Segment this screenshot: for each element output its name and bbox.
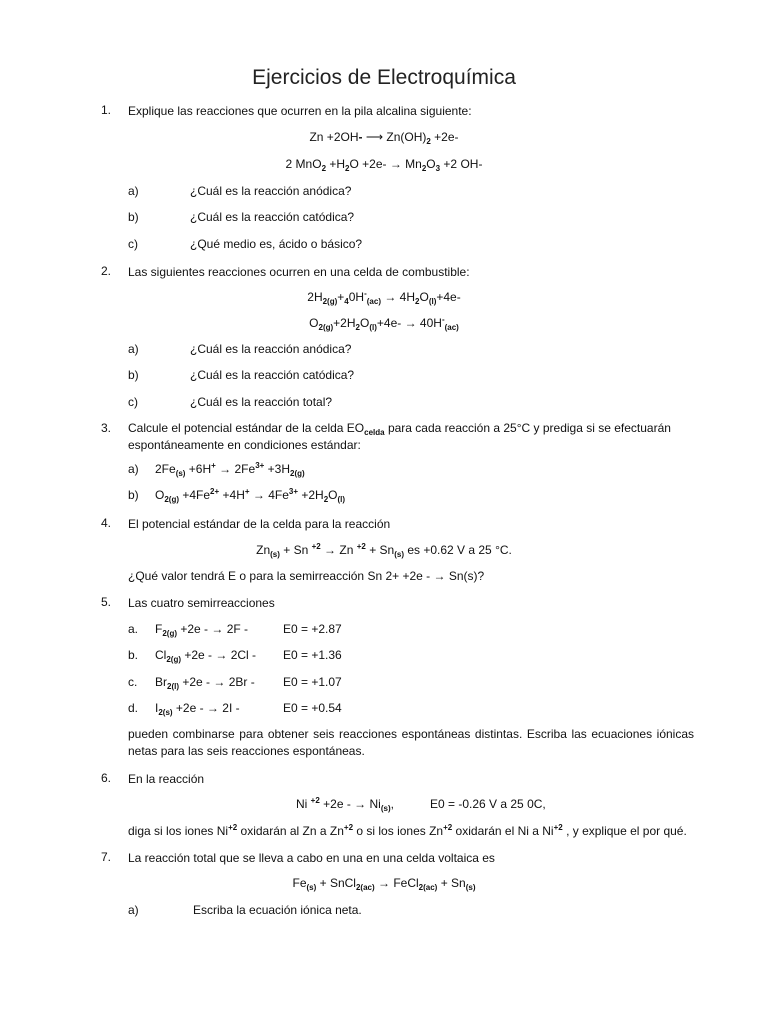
question-2-equation-1: $2H_{2(g)}+_40H^-_{(ac)} \to 4H_2O_{(l)}+4e-$	[307, 289, 461, 306]
question-7-item-a-text: Escriba la ecuación iónica neta.	[193, 903, 362, 917]
question-3-item-a-equation: $2Fe_{(s)} +6H^+ \to 2Fe^{3+} +3H_{2(g)}$	[155, 461, 305, 478]
question-5-row-c-reaction: $Br_{2(l)} +2e$ - → 2Br -	[155, 675, 255, 691]
question-2-item-b-label: b)	[128, 368, 139, 382]
question-4-question: ¿Qué valor tendrá E o para la semirreacción Sn 2+ +2e - → Sn(s)?	[128, 569, 485, 583]
page-title: Ejercicios de Electroquímica	[252, 66, 516, 89]
question-3-item-a-label: a)	[128, 462, 139, 476]
question-2-item-a-label: a)	[128, 342, 139, 356]
question-2-item-c-label: c)	[128, 395, 138, 409]
question-1-item-c-text: ¿Qué medio es, ácido o básico?	[190, 237, 363, 251]
question-5-row-c-e0: E0 = +1.07	[283, 675, 342, 689]
question-2-equation-2: $O_{2(g)}+2H_2O_{(l)}+4e- \to 40H^-_{(ac)}$	[309, 315, 459, 332]
question-1-equation-1: Zn +2OH- ⟶ $Zn(OH)_2 +2e-$	[309, 130, 459, 146]
question-5-number: 5.	[101, 595, 112, 609]
question-7-equation: $Fe_{(s)}$ + SnCl$_{2(ac)}$ → FeCl$_{2(ac)}$ + $Sn_{(s)}$	[292, 876, 476, 892]
question-5-text: Las cuatro semirreacciones	[128, 596, 275, 610]
question-5-row-b-e0: E0 = +1.36	[283, 648, 342, 662]
question-1-item-a-label: a)	[128, 184, 139, 198]
question-3-number: 3.	[101, 421, 112, 435]
question-6-equation: Ni $^{+2}$ +2e - → $Ni_{(s)}$,	[296, 796, 394, 813]
question-5-row-a-e0: E0 = +2.87	[283, 622, 342, 636]
question-5-closing: pueden combinarse para obtener seis reacciones espontáneas distintas. Escriba las ecuaciones iónicas netas para las seis reacciones espontáneas.	[128, 727, 694, 758]
question-7-text: La reacción total que se lleva a cabo en una en una celda voltaica es	[128, 851, 495, 865]
question-4-equation: $Zn_{(s)} + Sn$ $^{+2}$ → Zn $^{+2} + Sn_{(s)}$ es +0.62 V a 25 °C.	[256, 542, 512, 559]
question-2-item-b-text: ¿Cuál es la reacción catódica?	[190, 368, 355, 382]
question-1-item-b-label: b)	[128, 210, 139, 224]
question-5-row-d-reaction: $I_{2(s)} +2e$ - → 2I -	[155, 701, 240, 717]
question-2-text: Las siguientes reacciones ocurren en una celda de combustible:	[128, 265, 470, 279]
question-6-text: En la reacción	[128, 772, 205, 786]
question-5-row-b-reaction: $Cl_{2(g)} +2e$ - → 2Cl -	[155, 648, 257, 664]
question-5-row-a-reaction: $F_{2(g)} +2e$ - → 2F -	[155, 622, 249, 638]
question-2-number: 2.	[101, 264, 112, 278]
question-1-item-c-label: c)	[128, 237, 138, 251]
question-3-item-b-label: b)	[128, 488, 139, 502]
question-1-item-a-text: ¿Cuál es la reacción anódica?	[190, 184, 352, 198]
question-5-row-c-label: c.	[128, 675, 138, 689]
question-1-equation-2: 2 $MnO_2 +H_2O +2e- \to Mn_2O_3 +2$ OH-	[285, 157, 483, 173]
question-2-item-c-text: ¿Cuál es la reacción total?	[190, 395, 333, 409]
question-3-text: Calcule el potencial estándar de la celda $EO_{celda}$ para cada reacción a 25°C y prediga si se efectuarán espontáneamente en condiciones estándar:	[128, 421, 671, 452]
question-3-item-b-equation: $O_{2(g)} +4Fe^{2+} +4H^+ \to 4Fe^{3+} +2H_2O_{(l)}$	[155, 487, 346, 504]
question-6-number: 6.	[101, 771, 112, 785]
question-4-number: 4.	[101, 516, 112, 530]
question-5-row-b-label: b.	[128, 648, 139, 662]
question-5-row-d-e0: E0 = +0.54	[283, 701, 342, 715]
question-2-item-a-text: ¿Cuál es la reacción anódica?	[190, 342, 352, 356]
question-1-item-b-text: ¿Cuál es la reacción catódica?	[190, 210, 355, 224]
question-6-e0: E0 = -0.26 V a 25 0C,	[430, 797, 546, 811]
question-5-row-d-label: d.	[128, 701, 139, 715]
question-6-statement: diga si los iones $Ni^{+2}$ oxidarán al Zn a $Zn^{+2}$ o si los iones $Zn^{+2}$ oxidarán el Ni a $Ni^{+2}$ , y explique el por qué.	[128, 823, 687, 838]
question-1-text: Explique las reacciones que ocurren en la pila alcalina siguiente:	[128, 104, 472, 118]
question-5-row-a-label: a.	[128, 622, 139, 636]
question-4-text: El potencial estándar de la celda para la reacción	[128, 517, 391, 531]
question-1-number: 1.	[101, 103, 112, 117]
question-7-item-a-label: a)	[128, 903, 139, 917]
question-7-number: 7.	[101, 850, 112, 864]
